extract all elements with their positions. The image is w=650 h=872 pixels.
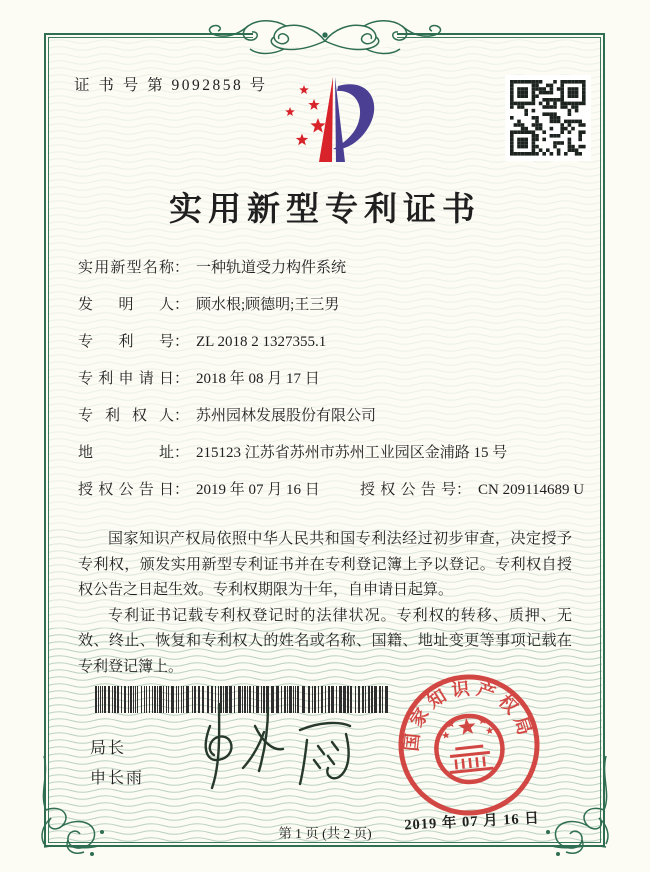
field-label: 发明人 (78, 297, 174, 313)
field-colon: ： (174, 445, 190, 461)
field-value: 2019 年 07 月 16 日 (196, 482, 320, 498)
field-row-grant (78, 478, 585, 498)
grant-date-pair (78, 478, 360, 499)
page-footer: 第 1 页 (共 2 页) (278, 826, 372, 841)
field-label: 专利申请日 (78, 371, 174, 387)
field-row-name (78, 256, 574, 276)
fields-block (78, 256, 585, 515)
certificate-title: 实用新型专利证书 (169, 192, 481, 228)
field-colon: ： (174, 482, 190, 498)
legal-text-block (78, 527, 572, 680)
field-value: 2018 年 08 月 17 日 (196, 371, 320, 387)
field-colon: ： (174, 371, 190, 387)
seal-agency-text: 国家知识产权局 (401, 678, 537, 753)
legal-paragraph-2: 专利证书记载专利权登记时的法律状况。专利权的转移、质押、无效、终止、恢复和专利权人的姓名或名称、国籍、地址变更等事项记载在专利登记簿上。 (78, 607, 572, 675)
director-name: 申长雨 (90, 770, 145, 787)
director-title: 局长 (90, 740, 127, 757)
field-colon: ： (174, 297, 190, 313)
field-row-filing-date (78, 367, 574, 387)
field-colon: ： (174, 260, 190, 276)
field-label: 授权公告号 (360, 482, 456, 498)
field-value: 一种轨道受力构件系统 (196, 260, 347, 276)
legal-paragraph-1: 国家知识产权局依照中华人民共和国专利法经过初步审查，决定授予专利权，颁发实用新型专利证书并在专利登记簿上予以登记。专利权自授权公告之日起生效。专利权期限为十年，自申请日起算。 (78, 531, 572, 598)
field-row-inventors (78, 293, 574, 313)
field-row-patentee (78, 404, 574, 424)
grant-number-pair (360, 478, 584, 499)
field-row-patent-number (78, 330, 574, 350)
field-value: CN 209114689 U (478, 482, 585, 498)
seal-date: 2019 年 07 月 16 日 (403, 810, 541, 834)
field-colon: ： (456, 482, 472, 498)
field-row-address (78, 441, 574, 461)
field-colon: ： (174, 334, 190, 350)
field-label: 专利号 (78, 334, 174, 350)
field-label: 授权公告日 (78, 482, 174, 498)
field-value: 苏州园林发展股份有限公司 (196, 408, 377, 424)
field-value: 顾水根;顾德明;王三男 (196, 297, 340, 313)
field-value: 215123 江苏省苏州市苏州工业园区金浦路 15 号 (196, 445, 508, 461)
field-label: 实用新型名称 (78, 260, 174, 276)
field-label: 专利权人 (78, 408, 174, 424)
field-value: ZL 2018 2 1327355.1 (196, 334, 327, 350)
field-label: 地址 (78, 445, 174, 461)
certificate-number: 证 书 号 第 9092858 号 (74, 77, 268, 94)
field-colon: ： (174, 408, 190, 424)
